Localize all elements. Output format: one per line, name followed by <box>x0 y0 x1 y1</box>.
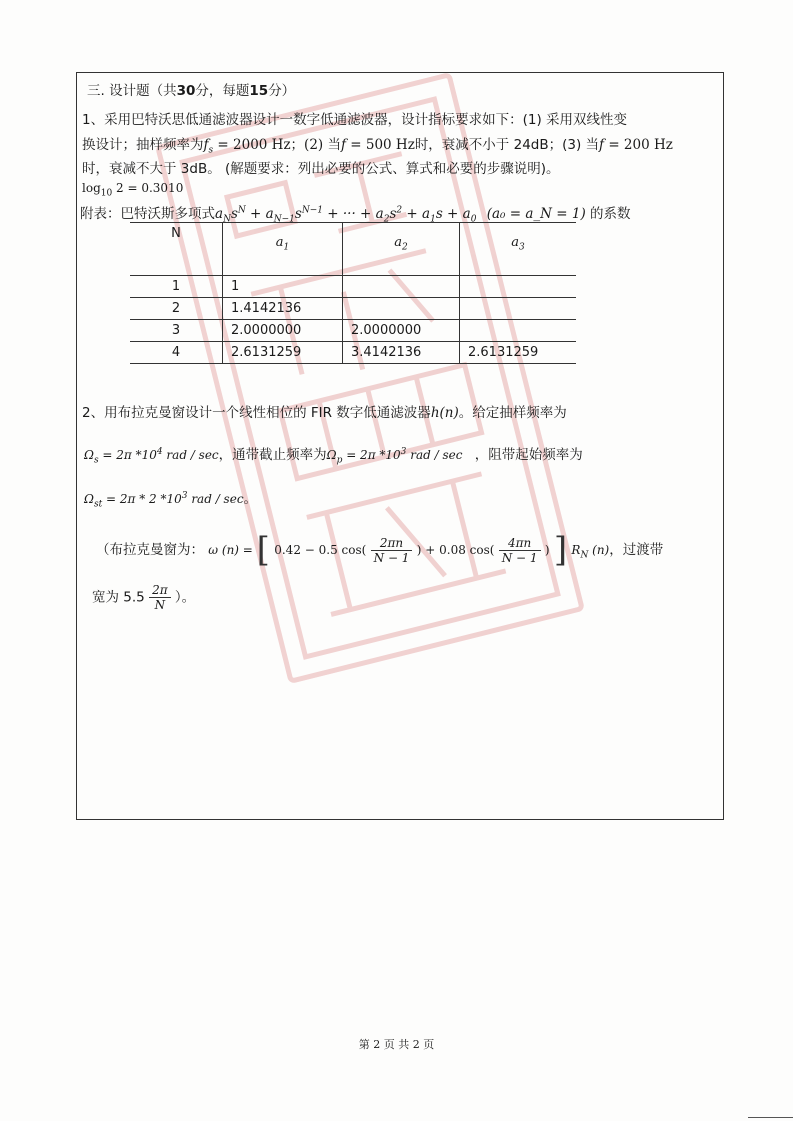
q2-line2: $\Omega_s = 2\pi$ $*10^4$ rad / sec，通带截止频率为$\Omega_p = 2\pi$ $*10^3$ rad / sec ，阻带起始频率为 <box>84 447 583 466</box>
header-a1: $a_1$ <box>223 223 343 276</box>
table-row <box>130 298 576 320</box>
q2-line1: 2、用布拉克曼窗设计一个线性相位的 FIR 数字低通滤波器h(n)。给定抽样频率为 <box>82 405 567 421</box>
cell-n: 2 <box>130 298 223 320</box>
log-value: $\log_{10} 2 = 0.3010$ <box>82 181 184 199</box>
q1-line3: 时，衰减不大于 3dB。 (解题要求：列出必要的公式、算式和必要的步骤说明)。 <box>82 161 560 177</box>
cell-a3 <box>460 298 577 320</box>
q2-line3: $\Omega_{st} = 2\pi * 2$ $*10^3$ rad / sec。 <box>84 491 258 510</box>
cell-n: 1 <box>130 276 223 298</box>
cell-a3: 2.6131259 <box>460 342 577 364</box>
cell-a2: 2.0000000 <box>343 320 460 342</box>
cell-a2: 3.4142136 <box>343 342 460 364</box>
q1-line2: 换设计；抽样频率为$f_s = 2000$ Hz；(2) 当f = 500 Hz时，衰减不小于 24dB；(3) 当f = 200 Hz <box>82 137 673 156</box>
butterworth-coefficient-table <box>130 222 576 364</box>
cell-a3 <box>460 276 577 298</box>
header-n: N <box>130 223 223 276</box>
cell-a2 <box>343 298 460 320</box>
transition-width: 宽为 5.5 $\frac{2\pi}{N}$ ）。 <box>92 583 196 612</box>
table-row <box>130 342 576 364</box>
scan-edge-line <box>748 1117 793 1118</box>
cell-n: 3 <box>130 320 223 342</box>
cell-a1: 2.6131259 <box>223 342 343 364</box>
cell-a1: 2.0000000 <box>223 320 343 342</box>
q1-line1: 1、采用巴特沃思低通滤波器设计一数字低通滤波器，设计指标要求如下：(1) 采用双线性变 <box>82 112 628 128</box>
page-number: 第 2 页 共 2 页 <box>358 1038 435 1051</box>
table-row <box>130 320 576 342</box>
table-header-row <box>130 223 576 276</box>
header-a3: $a_3$ <box>460 223 577 276</box>
cell-a2 <box>343 276 460 298</box>
cell-a1: 1 <box>223 276 343 298</box>
header-a2: $a_2$ <box>343 223 460 276</box>
cell-a3 <box>460 320 577 342</box>
table-caption: 附表：巴特沃斯多项式$a_Ns^N + a_{N-1}s^{N-1}$ + ··· + $a_2s^2 + a_1s + a_0$ (a₀ = a_N = 1) 的系数 <box>80 205 631 225</box>
blackman-window-formula: （布拉克曼窗为： ω (n) = [ 0.42 − 0.5 cos( $\frac{2\pi n}{N - 1}$ ) + 0.08 cos( $\frac{4\pi n}{N - 1}$ ) ] $R_N$ (n)，过渡带 <box>96 530 664 570</box>
table-row <box>130 276 576 298</box>
cell-n: 4 <box>130 342 223 364</box>
cell-a1: 1.4142136 <box>223 298 343 320</box>
section-heading: 三. 设计题（共30分，每题15分） <box>87 83 296 99</box>
